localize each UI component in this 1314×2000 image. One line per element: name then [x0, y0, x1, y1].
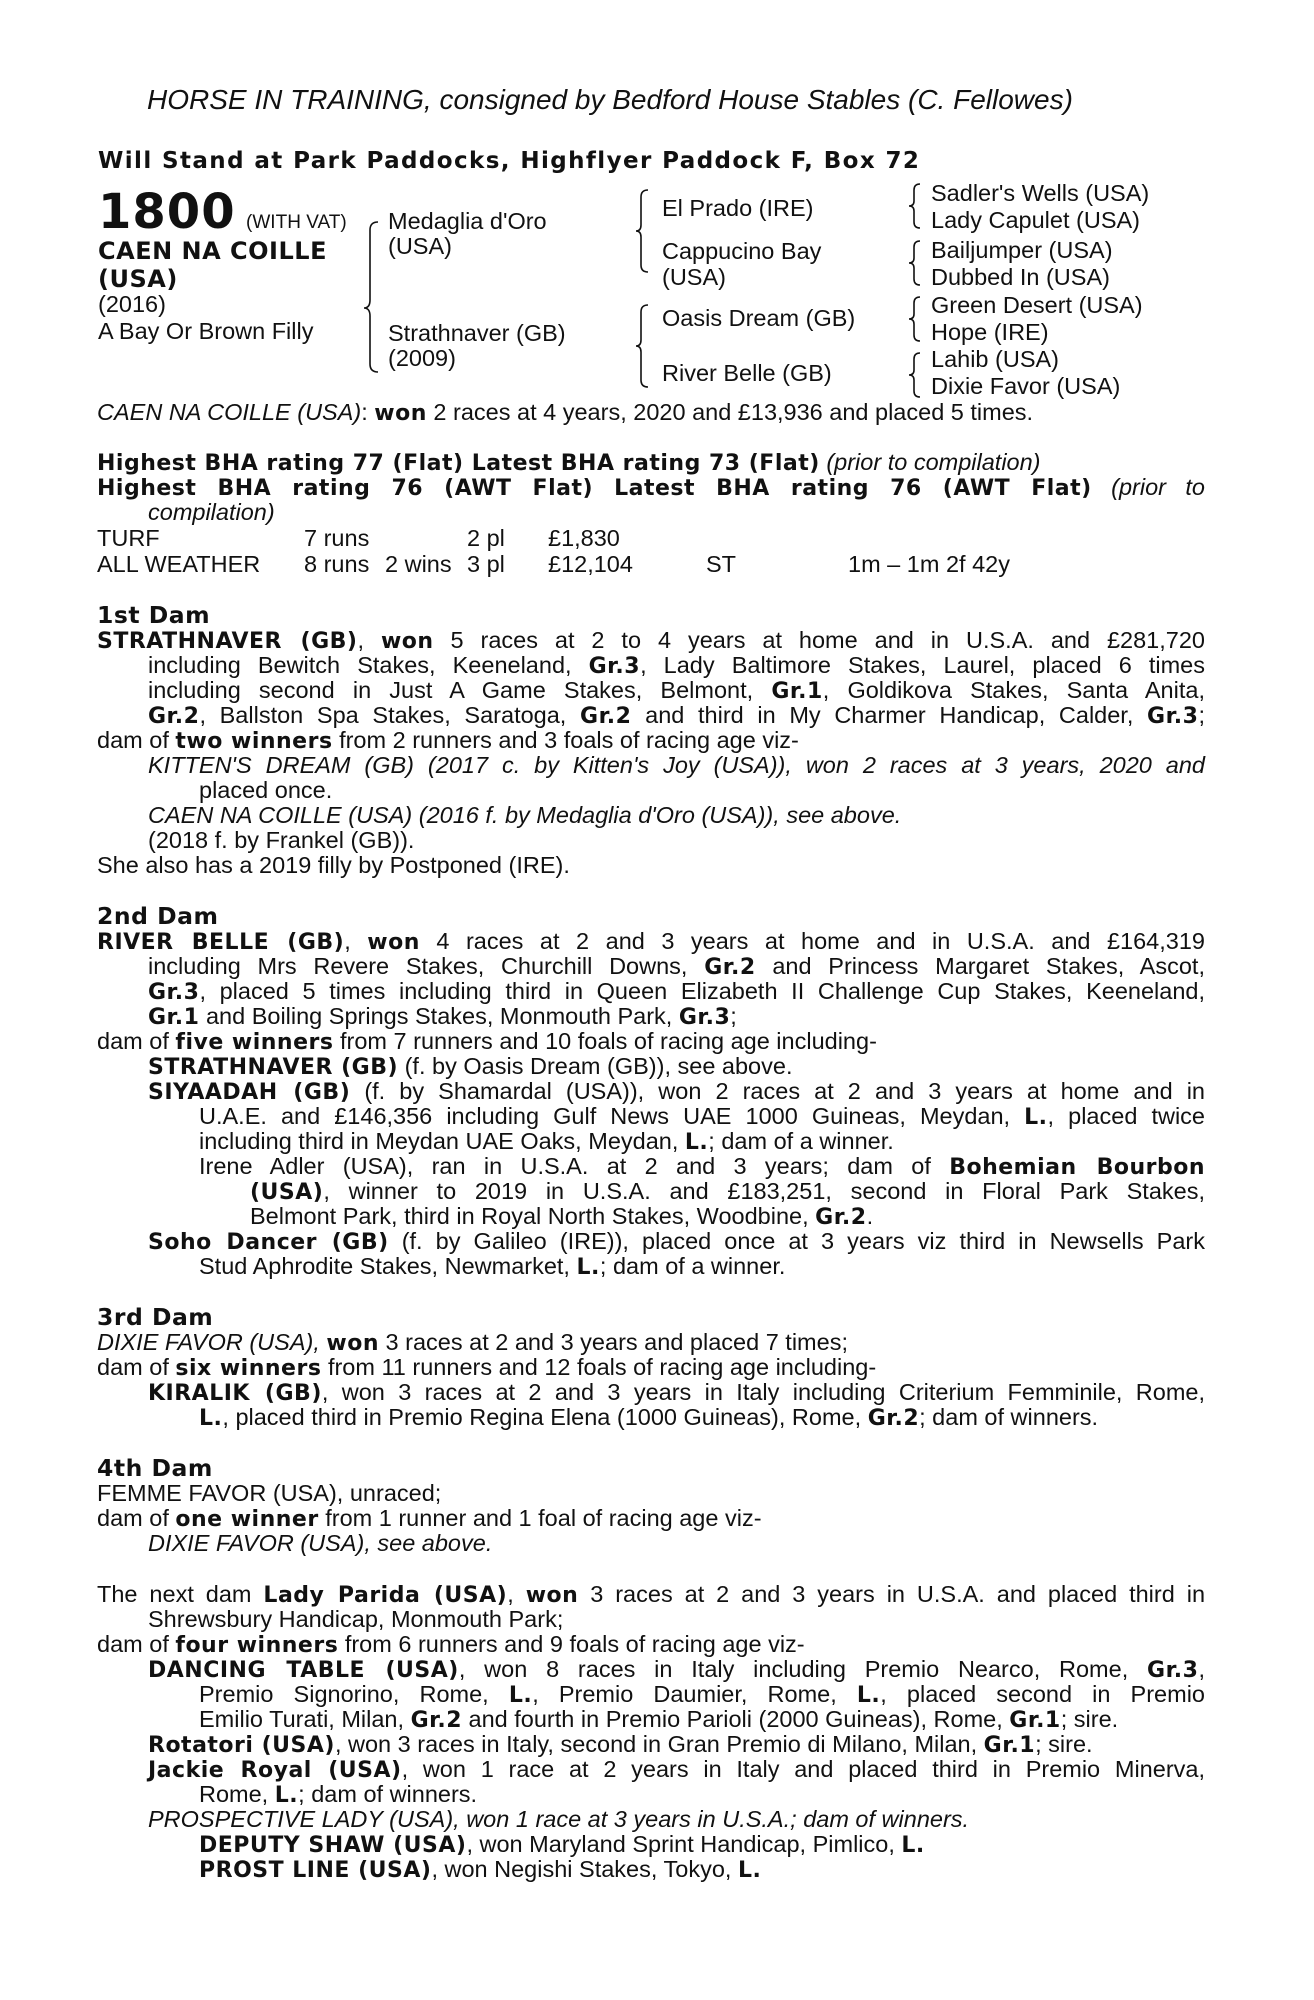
dam1-line: including Bewitch Stakes, Keeneland, Gr.3, Lady Baltimore Stakes, Laurel, placed 6 times [148, 652, 1205, 679]
dam2-line: RIVER BELLE (GB), won 4 races at 2 and 3 years at home and in U.S.A. and £164,319 [97, 928, 1205, 955]
horse-description: A Bay Or Brown Filly [98, 318, 314, 344]
dam2-line: dam of five winners from 7 runners and 10 foals of racing age including- [97, 1028, 877, 1055]
dam1-line: including second in Just A Game Stakes, Belmont, Gr.1, Goldikova Stakes, Santa Anita, [148, 677, 1205, 704]
dam4-heading: 4th Dam [97, 1454, 213, 1482]
sire-sire: El Prado (IRE) [662, 195, 814, 221]
next-dam-progeny: PROSPECTIVE LADY (USA), won 1 race at 3 years in U.S.A.; dam of winners. [148, 1806, 970, 1832]
next-dam-line: The next dam Lady Parida (USA), won 3 races at 2 and 3 years in U.S.A. and placed third in [97, 1581, 1206, 1608]
vat-note: (WITH VAT) [246, 212, 347, 233]
aw-wins: 2 wins [385, 551, 452, 577]
g3-brace-3 [909, 297, 920, 341]
ancestor-6: Hope (IRE) [931, 319, 1049, 345]
dam2-progeny: SIYAADAH (GB) (f. by Shamardal (USA)), won 2 races at 2 and 3 years at home and in [148, 1078, 1206, 1105]
aw-runs: 8 runs [304, 551, 370, 577]
gen1-brace [364, 222, 378, 372]
dam3-progeny: KIRALIK (GB), won 3 races at 2 and 3 years in Italy including Criterium Femminile, Rome, [148, 1379, 1205, 1406]
lot-number: 1800 [98, 184, 236, 240]
turf-money: £1,830 [548, 525, 620, 551]
aw-money: £12,104 [548, 551, 633, 577]
sire-dam: Cappucino Bay [662, 238, 822, 264]
horse-name: CAEN NA COILLE [98, 237, 327, 265]
dam1-heading: 1st Dam [97, 601, 211, 629]
dam2-progeny: (USA), winner to 2019 in U.S.A. and £183,251, second in Floral Park Stakes, [250, 1178, 1205, 1205]
dam-name: Strathnaver (GB) [388, 320, 566, 346]
next-dam-line: Shrewsbury Handicap, Monmouth Park; [148, 1606, 564, 1632]
dam3-progeny: L., placed third in Premio Regina Elena (1000 Guineas), Rome, Gr.2; dam of winners. [199, 1404, 1099, 1431]
ancestor-2: Lady Capulet (USA) [931, 207, 1140, 233]
next-dam-progeny: PROST LINE (USA), won Negishi Stakes, Tokyo, L. [199, 1856, 762, 1883]
ancestor-5: Green Desert (USA) [931, 292, 1143, 318]
dam1-progeny: She also has a 2019 filly by Postponed (IRE). [97, 852, 570, 878]
dam-sire: Oasis Dream (GB) [662, 305, 856, 331]
g3-brace-1 [909, 184, 920, 228]
dam1-progeny: KITTEN'S DREAM (GB) (2017 c. by Kitten's Joy (USA)), won 2 races at 3 years, 2020 and [148, 752, 1205, 778]
dam-brace [636, 305, 648, 387]
g3-brace-4 [909, 353, 920, 397]
dam2-progeny: U.A.E. and £146,356 including Gulf News UAE 1000 Guineas, Meydan, L., placed twice [199, 1103, 1205, 1130]
aw-rating: Highest BHA rating 76 (AWT Flat) Latest BHA rating 76 (AWT Flat) (prior to [97, 474, 1205, 501]
turf-runs: 7 runs [304, 525, 370, 551]
dam2-progeny: Stud Aphrodite Stakes, Newmarket, L.; dam of a winner. [199, 1253, 786, 1280]
sire-name: Medaglia d'Oro [388, 208, 547, 234]
page-title: HORSE IN TRAINING, consigned by Bedford House Stables (C. Fellowes) [147, 84, 1073, 115]
dam2-progeny: Irene Adler (USA), ran in U.S.A. at 2 and 3 years; dam of Bohemian Bourbon [199, 1153, 1205, 1180]
horse-country: (USA) [98, 265, 178, 293]
dam2-line: Gr.1 and Boiling Springs Stakes, Monmouth Park, Gr.3; [148, 1003, 737, 1030]
next-dam-progeny: Jackie Royal (USA), won 1 race at 2 years in Italy and placed third in Premio Minerva, [148, 1756, 1205, 1783]
next-dam-progeny: Rotatori (USA), won 3 races in Italy, second in Gran Premio di Milano, Milan, Gr.1; sire. [148, 1731, 1093, 1758]
ancestor-1: Sadler's Wells (USA) [931, 180, 1150, 206]
next-dam-progeny: Premio Signorino, Rome, L., Premio Daumier, Rome, L., placed second in Premio [199, 1681, 1205, 1708]
ancestor-3: Bailjumper (USA) [931, 237, 1113, 263]
ancestor-4: Dubbed In (USA) [931, 264, 1110, 290]
horse-year: (2016) [98, 291, 166, 317]
aw-distance: 1m – 1m 2f 42y [848, 551, 1010, 577]
dam1-progeny: CAEN NA COILLE (USA) (2016 f. by Medaglia d'Oro (USA)), see above. [148, 802, 902, 828]
next-dam-line: dam of four winners from 6 runners and 9 foals of racing age viz- [97, 1631, 805, 1658]
next-dam-progeny: Rome, L.; dam of winners. [199, 1781, 478, 1808]
dam2-progeny: including third in Meydan UAE Oaks, Meydan, L.; dam of a winner. [199, 1128, 894, 1155]
aw-label: ALL WEATHER [97, 551, 261, 577]
dam1-progeny: (2018 f. by Frankel (GB)). [148, 827, 415, 853]
ancestor-8: Dixie Favor (USA) [931, 373, 1121, 399]
dam3-line: dam of six winners from 11 runners and 12 foals of racing age including- [97, 1354, 877, 1381]
flat-rating: Highest BHA rating 77 (Flat) Latest BHA rating 73 (Flat) (prior to compilation) [97, 449, 1041, 476]
dam4-line: FEMME FAVOR (USA), unraced; [97, 1480, 442, 1506]
sire-brace [636, 190, 648, 272]
dam1-line: dam of two winners from 2 runners and 3 foals of racing age viz- [97, 727, 799, 754]
next-dam-progeny: DEPUTY SHAW (USA), won Maryland Sprint Handicap, Pimlico, L. [199, 1831, 925, 1858]
dam2-line: including Mrs Revere Stakes, Churchill Downs, Gr.2 and Princess Margaret Stakes, Ascot, [148, 953, 1205, 980]
dam2-progeny: Soho Dancer (GB) (f. by Galileo (IRE)), placed once at 3 years viz third in Newsells Park [148, 1228, 1205, 1255]
ancestor-7: Lahib (USA) [931, 346, 1059, 372]
aw-rating-note: compilation) [148, 499, 275, 525]
turf-label: TURF [97, 525, 160, 551]
dam2-progeny: STRATHNAVER (GB) (f. by Oasis Dream (GB)), see above. [148, 1053, 793, 1080]
stand-location: Will Stand at Park Paddocks, Highflyer Paddock F, Box 72 [98, 148, 921, 174]
aw-going: ST [706, 551, 737, 577]
dam1-line: Gr.2, Ballston Spa Stakes, Saratoga, Gr.2 and third in My Charmer Handicap, Calder, Gr.3; [148, 702, 1205, 729]
dam2-progeny: Belmont Park, third in Royal North Stakes, Woodbine, Gr.2. [250, 1203, 874, 1230]
dam4-progeny: DIXIE FAVOR (USA), see above. [148, 1530, 493, 1556]
dam1-line: STRATHNAVER (GB), won 5 races at 2 to 4 years at home and in U.S.A. and £281,720 [97, 627, 1205, 654]
dam-dam: River Belle (GB) [662, 360, 832, 386]
g3-brace-2 [909, 241, 920, 285]
dam2-heading: 2nd Dam [97, 902, 219, 930]
next-dam-progeny: DANCING TABLE (USA), won 8 races in Italy including Premio Nearco, Rome, Gr.3, [148, 1656, 1205, 1683]
sire-dam-country: (USA) [662, 264, 726, 290]
dam1-progeny: placed once. [199, 777, 333, 803]
next-dam-progeny: Emilio Turati, Milan, Gr.2 and fourth in Premio Parioli (2000 Guineas), Rome, Gr.1; sire. [199, 1706, 1119, 1733]
dam-year: (2009) [388, 345, 456, 371]
dam3-heading: 3rd Dam [97, 1303, 214, 1331]
turf-placed: 2 pl [467, 525, 505, 551]
sire-country: (USA) [388, 233, 452, 259]
dam4-line: dam of one winner from 1 runner and 1 foal of racing age viz- [97, 1505, 762, 1532]
aw-placed: 3 pl [467, 551, 505, 577]
race-summary: CAEN NA COILLE (USA): won 2 races at 4 years, 2020 and £13,936 and placed 5 times. [97, 399, 1034, 426]
dam2-line: Gr.3, placed 5 times including third in Queen Elizabeth II Challenge Cup Stakes, Keeneland, [148, 978, 1205, 1005]
dam3-line: DIXIE FAVOR (USA), won 3 races at 2 and 3 years and placed 7 times; [97, 1329, 848, 1356]
